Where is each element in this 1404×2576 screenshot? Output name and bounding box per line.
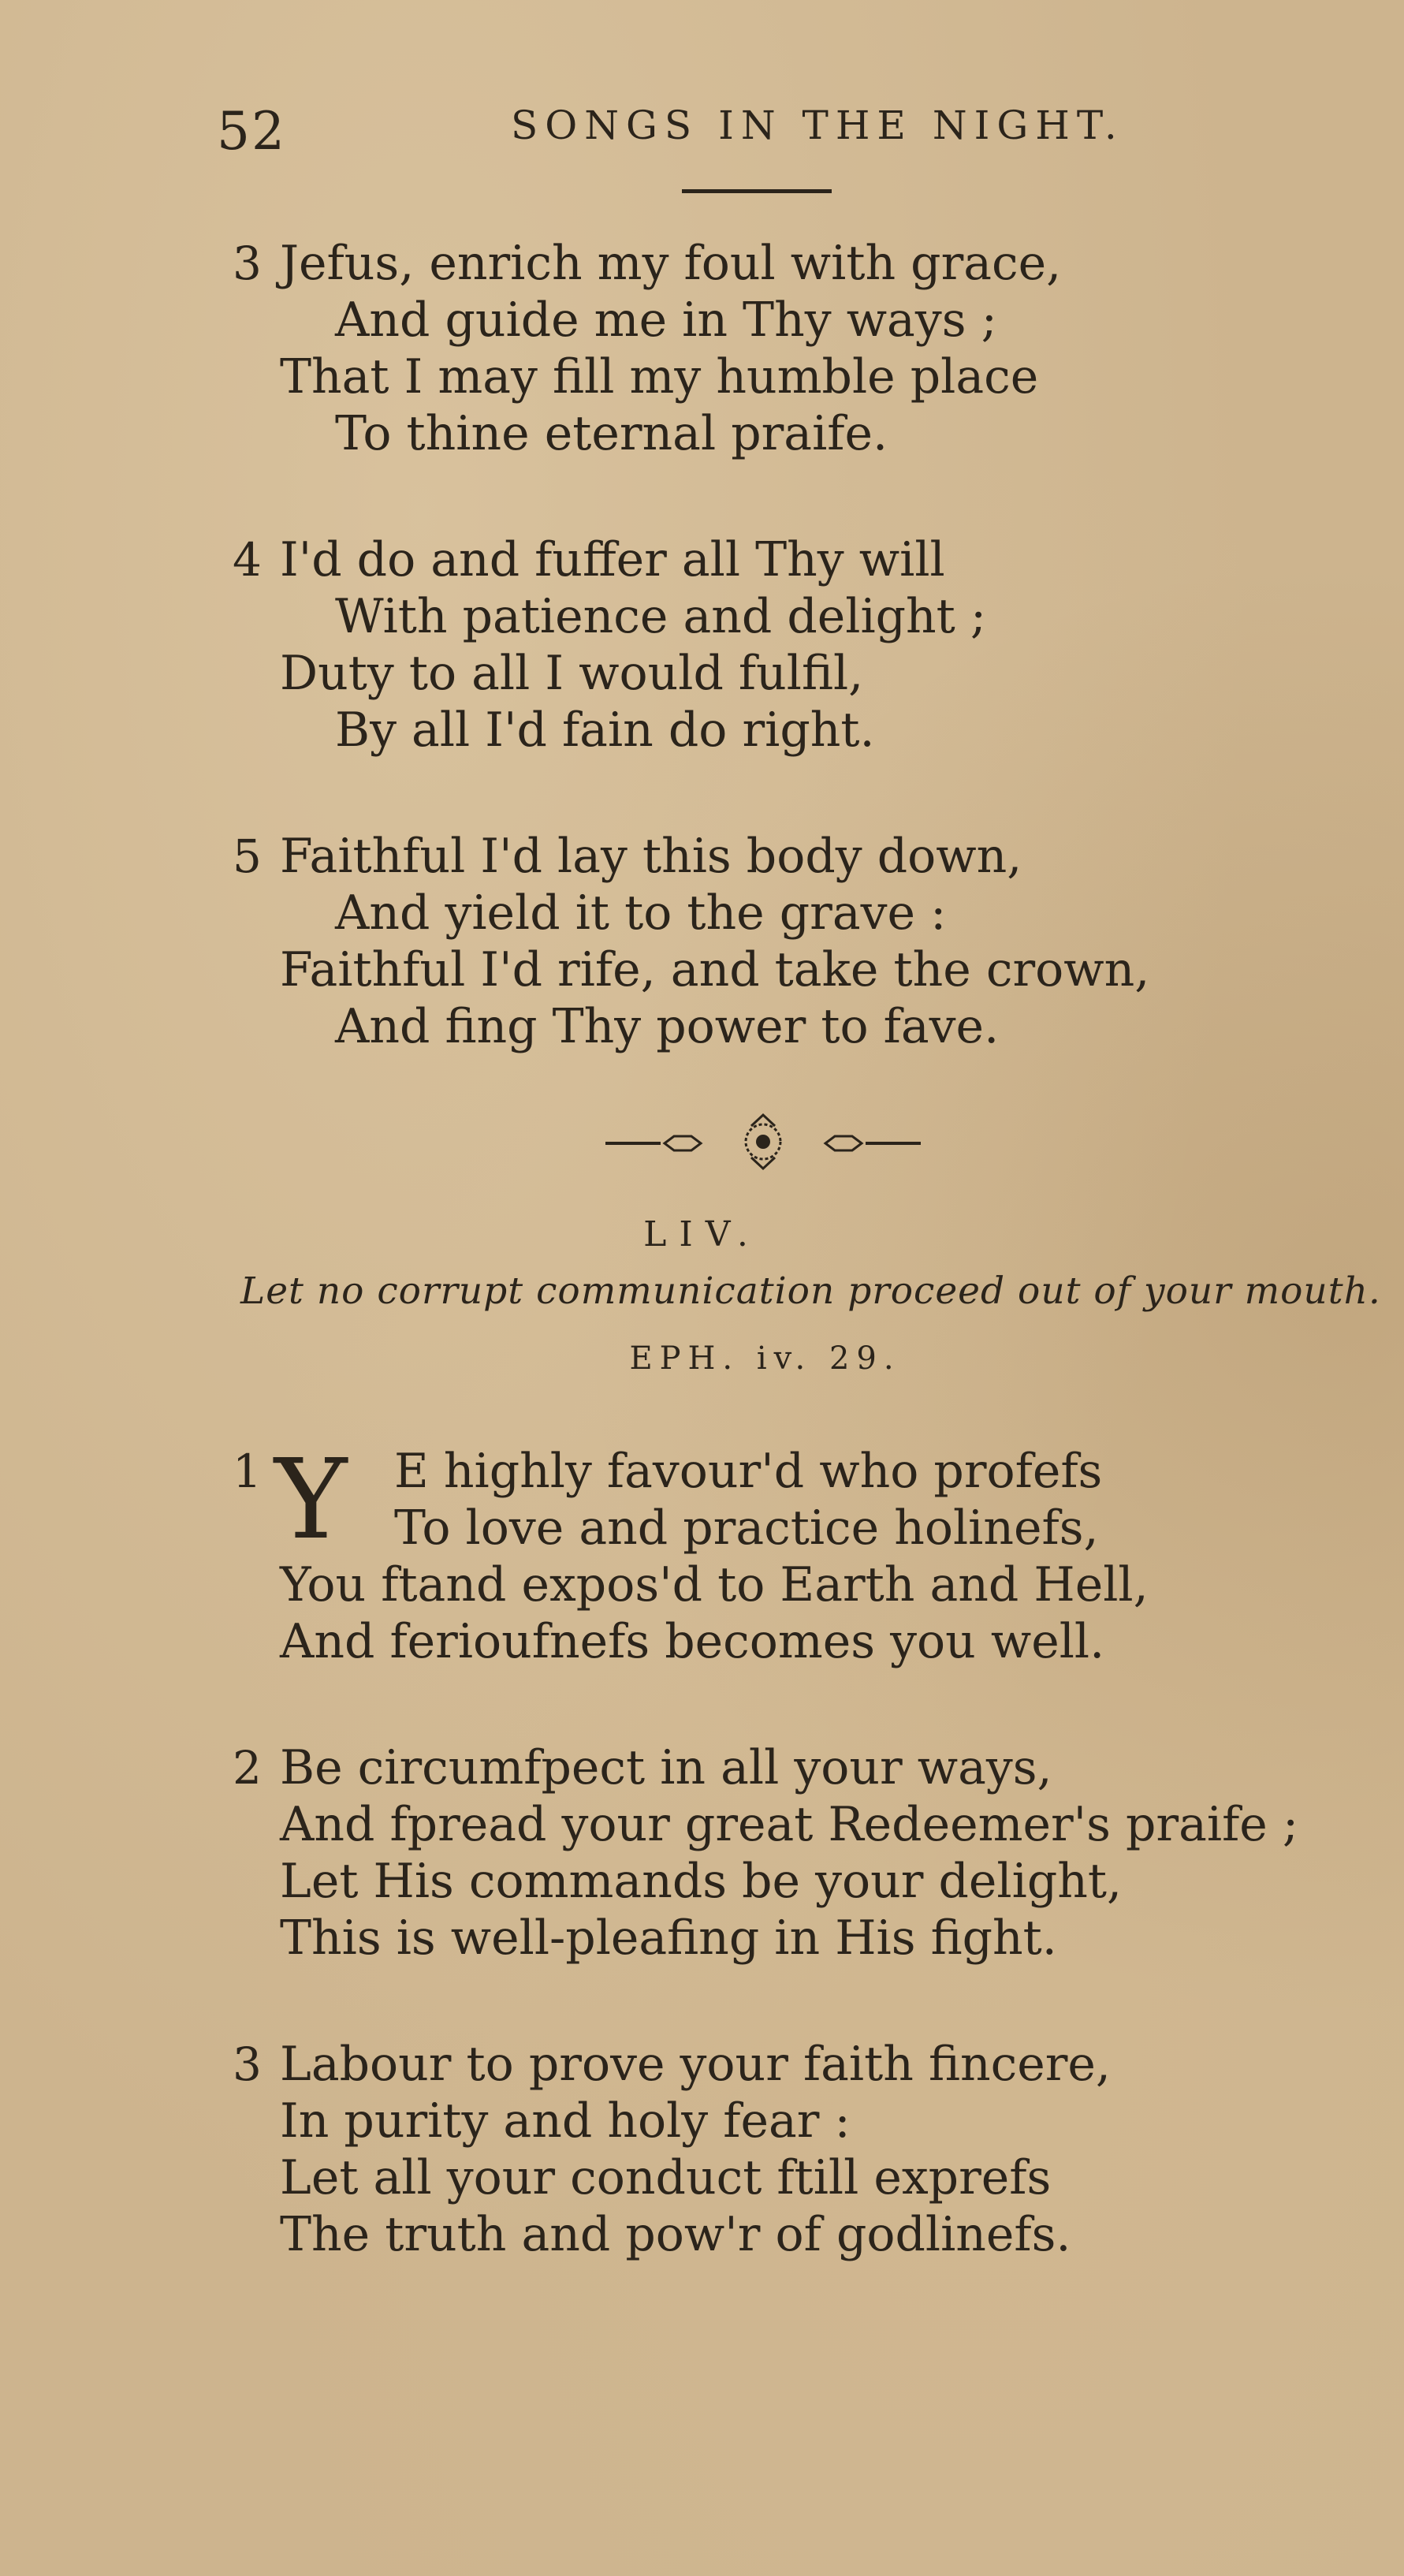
verse-line: To love and practice holinefs, bbox=[394, 1500, 1099, 1556]
verse-line: And guide me in Thy ways ; bbox=[335, 293, 997, 348]
verse-line: The truth and pow'r of godlinefs. bbox=[280, 2207, 1071, 2262]
verse-line: And fing Thy power to fave. bbox=[335, 999, 1000, 1054]
verse-line: That I may fill my humble place bbox=[280, 349, 1039, 404]
verse-line: By all I'd fain do right. bbox=[335, 703, 875, 758]
verse-line: Let all your conduct ftill exprefs bbox=[280, 2150, 1052, 2205]
verse-line: Let His commands be your delight, bbox=[280, 1854, 1123, 1909]
header-rule bbox=[682, 189, 832, 193]
stanza bbox=[0, 531, 1149, 759]
stanza bbox=[0, 235, 1149, 462]
verse-line: Labour to prove your faith fincere, bbox=[280, 2037, 1111, 2092]
page-number: 52 bbox=[217, 101, 286, 162]
verse-line: In purity and holy fear : bbox=[280, 2093, 851, 2149]
verse-line: Be circumfpect in all your ways, bbox=[280, 1740, 1052, 1795]
ornament-divider bbox=[605, 1110, 921, 1173]
verse-line: And yield it to the grave : bbox=[335, 885, 947, 941]
verse-line: This is well-pleafing in His fight. bbox=[280, 1911, 1057, 1966]
stanza-number: 4 bbox=[233, 533, 262, 587]
running-head: SONGS IN THE NIGHT. bbox=[511, 103, 1124, 148]
scripture-reference: EPH. iv. 29. bbox=[629, 1340, 901, 1377]
verse-line: And ferioufnefs becomes you well. bbox=[280, 1614, 1105, 1669]
stanza bbox=[0, 1739, 1298, 1966]
verse-line: With patience and delight ; bbox=[335, 589, 987, 644]
stanza-number: 3 bbox=[233, 2037, 262, 2091]
stanza-number: 1 bbox=[233, 1445, 262, 1498]
epigraph: Let no corrupt communication proceed out of your mouth. bbox=[240, 1269, 1381, 1313]
stanza-number: 2 bbox=[233, 1741, 262, 1795]
verse-line: Jefus, enrich my foul with grace, bbox=[280, 236, 1062, 291]
hymn-number: LIV. bbox=[643, 1214, 761, 1254]
stanza-number: 5 bbox=[233, 829, 262, 883]
verse-line: Faithful I'd rife, and take the crown, bbox=[280, 942, 1150, 997]
verse-line: You ftand expos'd to Earth and Hell, bbox=[280, 1557, 1149, 1612]
stanza bbox=[0, 828, 1149, 1055]
verse-line: I'd do and fuffer all Thy will bbox=[280, 532, 945, 587]
stanza bbox=[0, 1436, 1298, 1670]
verse-line: Faithful I'd lay this body down, bbox=[280, 829, 1022, 884]
stanza bbox=[0, 2036, 1298, 2263]
verse-line: And fpread your great Redeemer's praife ; bbox=[280, 1797, 1299, 1852]
previous-hymn bbox=[0, 235, 1149, 1124]
verse-line: To thine eternal praife. bbox=[335, 406, 888, 461]
stanza-number: 3 bbox=[233, 237, 262, 290]
drop-cap: Y bbox=[274, 1436, 348, 1564]
verse-line: E highly favour'd who profefs bbox=[394, 1444, 1103, 1499]
verse-line: Duty to all I would fulfil, bbox=[280, 646, 864, 701]
current-hymn bbox=[0, 1436, 1299, 2332]
